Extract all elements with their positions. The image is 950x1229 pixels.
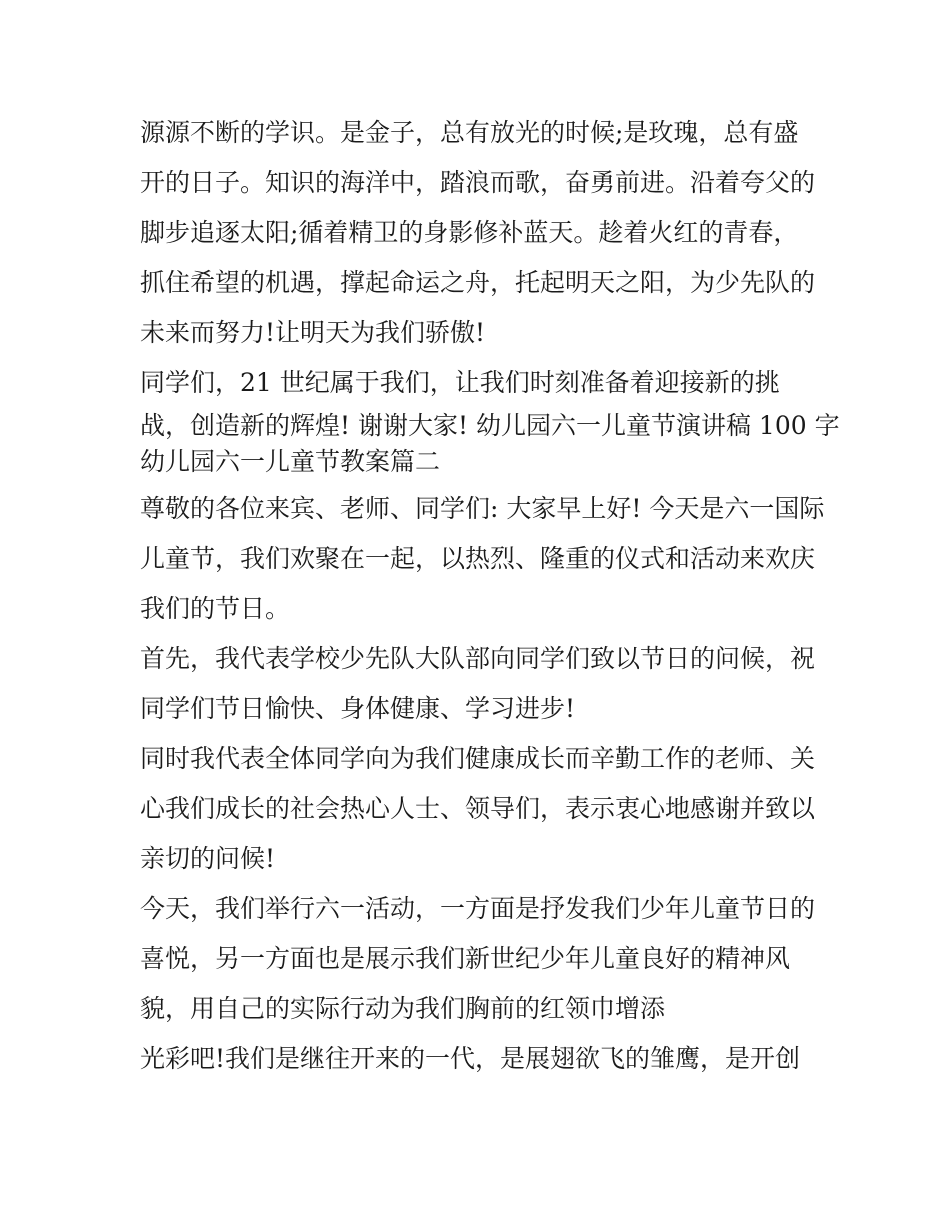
text-line: 心我们成长的社会热心人士、领导们，表示衷心地感谢并致以 <box>140 794 816 823</box>
text-line: 同时我代表全体同学向为我们健康成长而辛勤工作的老师、关 <box>140 744 816 773</box>
text-line: 今天，我们举行六一活动，一方面是抒发我们少年儿童节日的 <box>140 894 816 923</box>
text-line: 战，创造新的辉煌! 谢谢大家! 幼儿园六一儿童节演讲稿 100 字 <box>140 411 840 440</box>
text-line: 我们的节日。 <box>140 594 291 623</box>
text-line: 喜悦，另一方面也是展示我们新世纪少年儿童良好的精神风 <box>140 944 791 973</box>
text-line: 同学们，21 世纪属于我们，让我们时刻准备着迎接新的挑 <box>140 368 780 397</box>
section-heading: 幼儿园六一儿童节教案篇二 <box>140 447 441 476</box>
text-line: 未来而努力!让明天为我们骄傲! <box>140 318 486 347</box>
text-line: 抓住希望的机遇，撑起命运之舟，托起明天之阳，为少先队的 <box>140 268 816 297</box>
text-line: 貌，用自己的实际行动为我们胸前的红领巾增添 <box>140 994 666 1023</box>
text-line: 源源不断的学识。是金子，总有放光的时候;是玫瑰，总有盛 <box>140 118 799 147</box>
text-line: 尊敬的各位来宾、老师、同学们: 大家早上好! 今天是六一国际 <box>140 494 825 523</box>
text-line: 亲切的问候! <box>140 844 276 873</box>
text-line: 光彩吧!我们是继往开来的一代，是展翅欲飞的雏鹰，是开创 <box>140 1044 801 1073</box>
text-line: 开的日子。知识的海洋中，踏浪而歌，奋勇前进。沿着夸父的 <box>140 168 816 197</box>
text-line: 脚步追逐太阳;循着精卫的身影修补蓝天。趁着火红的青春， <box>140 218 799 247</box>
text-line: 首先，我代表学校少先队大队部向同学们致以节日的问候，祝 <box>140 644 816 673</box>
text-line: 同学们节日愉快、身体健康、学习进步! <box>140 694 576 723</box>
document-body <box>140 108 840 1084</box>
text-line: 儿童节，我们欢聚在一起，以热烈、隆重的仪式和活动来欢庆 <box>140 544 816 573</box>
